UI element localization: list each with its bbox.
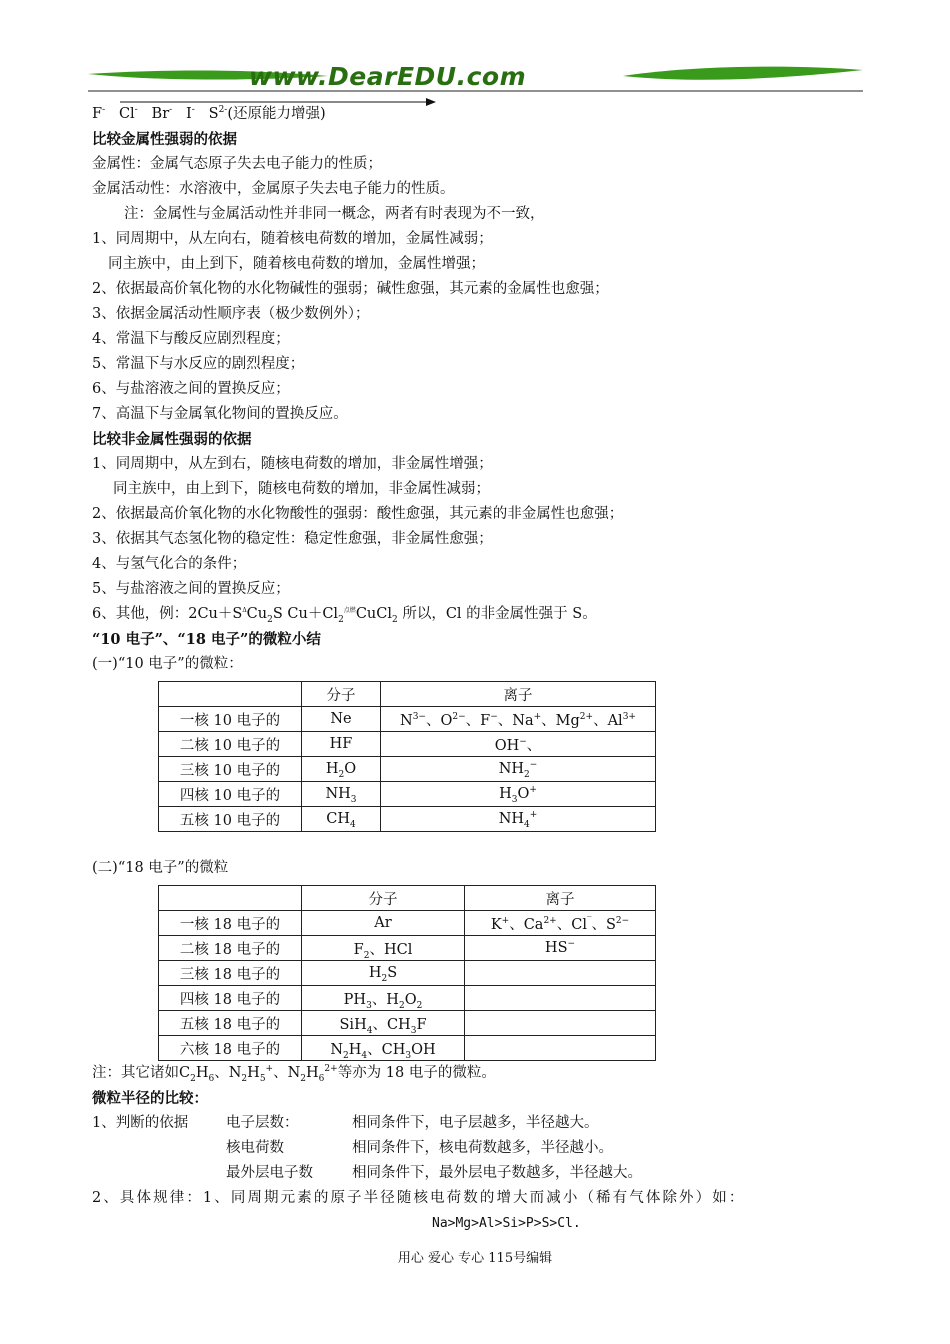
ion-line: F- Cl- Br- I- $S^{2-}$(还原能力增强) <box>92 105 326 122</box>
eighteen-electron-table <box>158 885 656 1061</box>
metal-rule: 1、同周期中，从左向右，随着核电荷数的增加，金属性减弱； <box>92 231 493 247</box>
table-row <box>159 707 656 732</box>
metal-rule: 7、高温下与金属氧化物间的置换反应。 <box>92 406 348 422</box>
nonmetal-rule: 同主族中，由上到下，随核电荷数的增加，非金属性减弱； <box>113 481 490 497</box>
radius-factor-rule: 相同条件下，最外层电子数越多，半径越大。 <box>352 1165 642 1181</box>
table-cell <box>159 886 302 911</box>
table-row <box>159 1011 656 1036</box>
table-row <box>159 782 656 807</box>
metal-note: 注：金属性与金属活动性并非同一概念，两者有时表现为不一致， <box>124 206 545 222</box>
nonmetal-rule: 5、与盐溶液之间的置换反应； <box>92 581 290 597</box>
table-cell: 二核 18 电子的 <box>159 936 302 961</box>
table-cell: 六核 18 电子的 <box>159 1036 302 1061</box>
table-row <box>159 757 656 782</box>
table-cell: $NH_4^+$ <box>381 807 656 832</box>
radius-basis-row <box>92 1161 862 1186</box>
table-row <box>159 986 656 1011</box>
table-header: 离子 <box>465 886 656 911</box>
nonmetal-rule: 4、与氢气化合的条件； <box>92 556 247 572</box>
table-header: 分子 <box>302 682 381 707</box>
table-cell: 四核 10 电子的 <box>159 782 302 807</box>
metal-rule: 4、常温下与酸反应剧烈程度； <box>92 331 290 347</box>
table-cell: $F_2$、HCl <box>302 936 465 961</box>
table-cell: $H_3O^+$ <box>381 782 656 807</box>
nonmetal-rule: 1、同周期中，从左到右，随核电荷数的增加，非金属性增强； <box>92 456 493 472</box>
table-cell: HF <box>302 732 381 757</box>
nonmetal-heading: 比较非金属性强弱的依据 <box>92 431 252 448</box>
radius-factor: 电子层数： <box>226 1115 299 1131</box>
table-cell: 五核 10 电子的 <box>159 807 302 832</box>
table-cell: $NH_2^-$ <box>381 757 656 782</box>
ten-electron-caption: (一)“10 电子”的微粒： <box>92 656 243 672</box>
table-cell: $N_2H_4$、$CH_3OH$ <box>302 1036 465 1061</box>
metal-rule: 2、依据最高价氧化物的水化物碱性的强弱；碱性愈强，其元素的金属性也愈强； <box>92 281 609 297</box>
document-body <box>92 102 862 1236</box>
metal-activity-definition: 金属活动性：水溶液中，金属原子失去电子能力的性质。 <box>92 181 455 197</box>
table-cell <box>159 682 302 707</box>
metal-rule: 5、常温下与水反应的剧烈程度； <box>92 356 305 372</box>
radius-factor: 核电荷数 <box>226 1140 284 1156</box>
table-cell: $H_2O$ <box>302 757 381 782</box>
electron-heading: “10 电子”、“18 电子”的微粒小结 <box>92 631 321 648</box>
radius-basis-row <box>92 1111 862 1136</box>
metal-rule: 6、与盐溶液之间的置换反应； <box>92 381 290 397</box>
table-cell <box>465 961 656 986</box>
nonmetal-rule: 3、依据其气态氢化物的稳定性：稳定性愈强，非金属性愈强； <box>92 531 493 547</box>
radius-heading: 微粒半径的比较： <box>92 1090 208 1107</box>
table-cell: 三核 10 电子的 <box>159 757 302 782</box>
table-cell: Ne <box>302 707 381 732</box>
table-cell: $CH_4$ <box>302 807 381 832</box>
radius-basis-label: 1、判断的依据 <box>92 1115 189 1131</box>
table-cell: 二核 10 电子的 <box>159 732 302 757</box>
eighteen-electron-caption: (二)“18 电子”的微粒 <box>92 860 229 876</box>
metal-definition: 金属性：金属气态原子失去电子能力的性质； <box>92 156 382 172</box>
table-cell: $H_2S$ <box>302 961 465 986</box>
table-row <box>159 936 656 961</box>
table-row <box>159 732 656 757</box>
table-row <box>159 911 656 936</box>
table-cell: HS− <box>465 936 656 961</box>
radius-rule-2: 2、具体规律：1、同周期元素的原子半径随核电荷数的增大而减小（稀有气体除外）如： <box>92 1190 746 1206</box>
table-row <box>159 961 656 986</box>
table-header: 分子 <box>302 886 465 911</box>
table-cell: 一核 18 电子的 <box>159 911 302 936</box>
table-cell: 五核 18 电子的 <box>159 1011 302 1036</box>
table-header-row <box>159 886 656 911</box>
table-header-row <box>159 682 656 707</box>
site-logo-text: www.DearEDU.com <box>248 62 527 91</box>
table-cell: K+、$Ca^{2+}$、Cl‾、$S^{2-}$ <box>465 911 656 936</box>
nonmetal-rule-6: 6、其他，例：$2Cu+S^\Delta Cu_2S$ $Cu+Cl_2^{点燃}CuCl_2$ 所以，Cl 的非金属性强于 S。 <box>92 606 597 625</box>
table-cell <box>465 986 656 1011</box>
radius-factor-rule: 相同条件下，核电荷数越多，半径越小。 <box>352 1140 613 1156</box>
radius-example: Na>Mg>Al>Si>P>S>Cl. <box>432 1216 581 1231</box>
metal-rule: 同主族中，由上到下，随着核电荷数的增加，金属性增强； <box>108 256 485 272</box>
radius-basis-row <box>92 1136 862 1161</box>
table-row <box>159 807 656 832</box>
page-footer: 用心 爱心 专心 115号编辑 <box>397 1251 553 1266</box>
table-cell: OH−、 <box>381 732 656 757</box>
eighteen-note: 注：其它诸如$C_2H_6$、$N_2H_5^+$、$N_2H_6^{2+}$等亦为 18 电子的微粒。 <box>92 1064 496 1084</box>
table-cell <box>465 1011 656 1036</box>
table-cell: 一核 10 电子的 <box>159 707 302 732</box>
radius-factor-rule: 相同条件下，电子层越多，半径越大。 <box>352 1115 599 1131</box>
table-cell: $NH_3$ <box>302 782 381 807</box>
nonmetal-rule: 2、依据最高价氧化物的水化物酸性的强弱：酸性愈强，其元素的非金属性也愈强； <box>92 506 624 522</box>
radius-factor: 最外层电子数 <box>226 1165 313 1181</box>
table-cell: $N^{3-}$、$O^{2-}$、F−、Na+、$Mg^{2+}$、$Al^{3+}$ <box>381 707 656 732</box>
table-row <box>159 1036 656 1061</box>
metal-heading: 比较金属性强弱的依据 <box>92 131 237 148</box>
table-cell: 三核 18 电子的 <box>159 961 302 986</box>
table-header: 离子 <box>381 682 656 707</box>
table-cell: $PH_3$、$H_2O_2$ <box>302 986 465 1011</box>
table-cell: 四核 18 电子的 <box>159 986 302 1011</box>
table-cell: Ar <box>302 911 465 936</box>
ten-electron-table <box>158 681 656 832</box>
table-cell <box>465 1036 656 1061</box>
metal-rule: 3、依据金属活动性顺序表（极少数例外）； <box>92 306 370 322</box>
table-cell: SiH$_4$、$CH_3F$ <box>302 1011 465 1036</box>
